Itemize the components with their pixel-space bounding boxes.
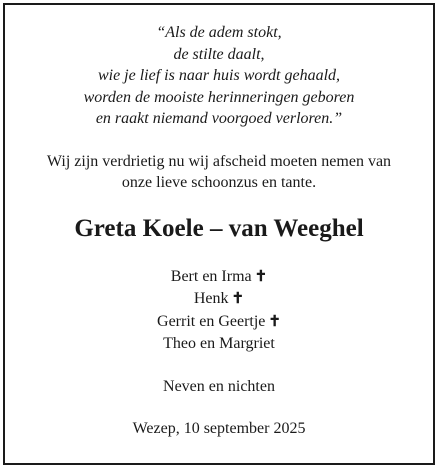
family-member-name: Henk [193, 290, 229, 307]
nephews-nieces: Neven en nichten [163, 377, 275, 395]
poem-line: de stilte daalt, [173, 45, 265, 63]
cross-icon: ✝ [254, 268, 268, 285]
message-line: Wij zijn verdrietig nu wij afscheid moeten nemen van [46, 152, 392, 170]
cross-icon: ✝ [268, 313, 281, 330]
poem-line: worden de mooiste herinneringen geboren [83, 88, 355, 106]
notice-content [5, 5, 433, 440]
poem-line: wie je lief is naar huis wordt gehaald, [97, 67, 341, 84]
announcement-message [5, 151, 433, 194]
family-member [5, 333, 433, 355]
family-member [5, 266, 433, 289]
family-member-name: Theo en Margriet [163, 335, 275, 352]
family-member [5, 311, 433, 334]
place-date: Wezep, 10 september 2025 [132, 420, 306, 437]
message-line: onze lieve schoonzus en tante. [121, 174, 317, 191]
family-list [5, 266, 433, 355]
family-member-name: Bert en Irma [170, 267, 252, 285]
poem-line: en raakt niemand voorgoed verloren.” [95, 110, 343, 127]
family-member [5, 288, 433, 311]
poem [5, 22, 433, 130]
notice-frame [3, 3, 435, 465]
poem-line: “Als de adem stokt, [156, 24, 282, 41]
cross-icon: ✝ [231, 291, 245, 307]
deceased-name: Greta Koele – van Weeghel [74, 214, 364, 242]
family-member-name: Gerrit en Geertje [157, 312, 266, 330]
